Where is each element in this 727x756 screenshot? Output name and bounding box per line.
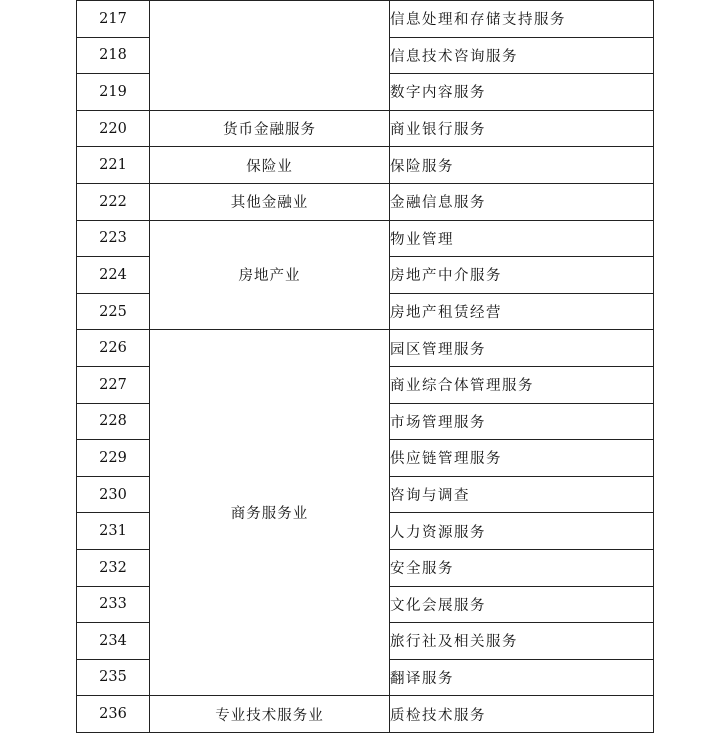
service-cell: 商业综合体管理服务: [390, 366, 654, 403]
service-cell: 安全服务: [390, 549, 654, 586]
category-cell: 货币金融服务: [150, 110, 390, 147]
industry-table: [76, 0, 654, 733]
service-cell: 商业银行服务: [390, 110, 654, 147]
service-cell: 翻译服务: [390, 659, 654, 696]
row-number: 235: [77, 659, 150, 696]
row-number: 218: [77, 37, 150, 74]
row-number: 226: [77, 330, 150, 367]
service-cell: 房地产租赁经营: [390, 293, 654, 330]
service-cell: 保险服务: [390, 147, 654, 184]
category-cell: 其他金融业: [150, 183, 390, 220]
row-number: 231: [77, 513, 150, 550]
category-cell: [150, 1, 390, 111]
row-number: 224: [77, 257, 150, 294]
row-number: 222: [77, 183, 150, 220]
category-cell: 保险业: [150, 147, 390, 184]
service-cell: 房地产中介服务: [390, 257, 654, 294]
row-number: 233: [77, 586, 150, 623]
table-row: [77, 696, 654, 733]
row-number: 225: [77, 293, 150, 330]
category-cell: 房地产业: [150, 220, 390, 330]
service-cell: 咨询与调查: [390, 476, 654, 513]
row-number: 236: [77, 696, 150, 733]
row-number: 229: [77, 440, 150, 477]
table-row: [77, 330, 654, 367]
service-cell: 园区管理服务: [390, 330, 654, 367]
row-number: 223: [77, 220, 150, 257]
industry-table-body: [77, 1, 654, 733]
table-row: [77, 183, 654, 220]
service-cell: 市场管理服务: [390, 403, 654, 440]
service-cell: 信息处理和存储支持服务: [390, 1, 654, 38]
category-cell: 专业技术服务业: [150, 696, 390, 733]
row-number: 219: [77, 74, 150, 111]
service-cell: 文化会展服务: [390, 586, 654, 623]
service-cell: 数字内容服务: [390, 74, 654, 111]
service-cell: 物业管理: [390, 220, 654, 257]
row-number: 217: [77, 1, 150, 38]
category-cell: 商务服务业: [150, 330, 390, 696]
service-cell: 质检技术服务: [390, 696, 654, 733]
row-number: 220: [77, 110, 150, 147]
row-number: 221: [77, 147, 150, 184]
service-cell: 人力资源服务: [390, 513, 654, 550]
table-row: [77, 147, 654, 184]
row-number: 228: [77, 403, 150, 440]
row-number: 232: [77, 549, 150, 586]
service-cell: 信息技术咨询服务: [390, 37, 654, 74]
table-row: [77, 1, 654, 38]
service-cell: 金融信息服务: [390, 183, 654, 220]
service-cell: 旅行社及相关服务: [390, 623, 654, 660]
table-row: [77, 110, 654, 147]
row-number: 234: [77, 623, 150, 660]
row-number: 227: [77, 366, 150, 403]
table-row: [77, 220, 654, 257]
service-cell: 供应链管理服务: [390, 440, 654, 477]
row-number: 230: [77, 476, 150, 513]
